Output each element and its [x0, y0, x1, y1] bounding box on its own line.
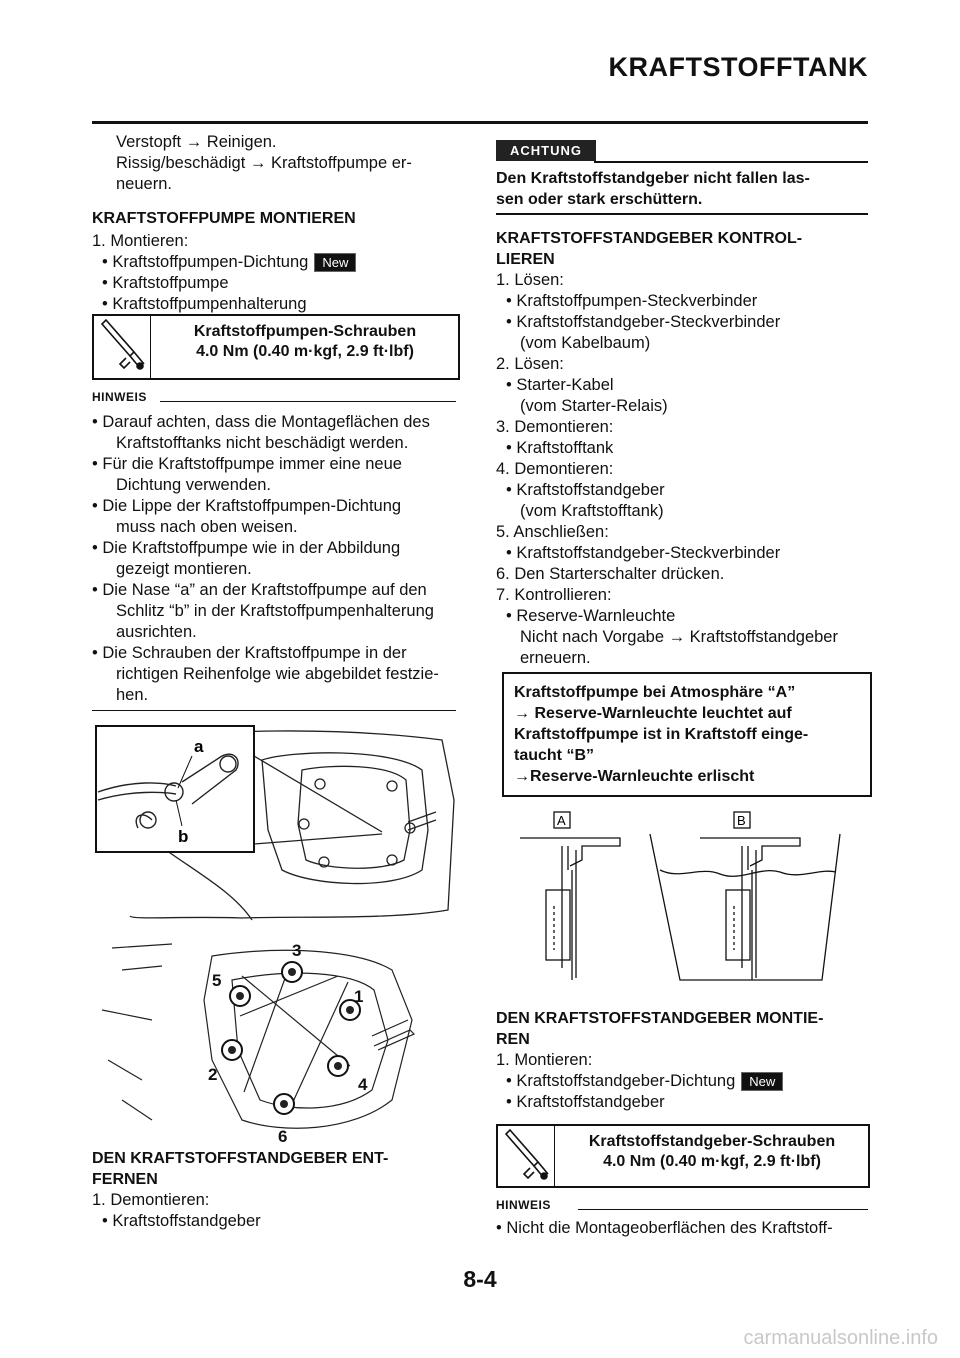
page-number: 8-4 — [463, 1266, 497, 1292]
last-note: • Nicht die Montageoberflächen des Kraftstoff- — [496, 1219, 833, 1237]
note-line: hen. — [116, 686, 149, 704]
list-item: • Kraftstoffpumpe — [102, 274, 229, 292]
step-label: 1. Demontieren: — [92, 1191, 210, 1209]
intro-line: Rissig/beschädigt → Kraftstoffpumpe er- — [116, 154, 412, 172]
list-item: (vom Kabelbaum) — [520, 334, 651, 352]
check-condition-box: Kraftstoffpumpe bei Atmosphäre “A” → Reserve-Warnleuchte leuchtet auf Kraftstoffpumpe ist in Kraftstoff einge- taucht “B” →Reserve-Warnleuchte erlischt — [502, 672, 872, 797]
note-line: richtigen Reihenfolge wie abgebildet festzie- — [116, 665, 439, 683]
note-line: Kraftstofftanks nicht beschädigt werden. — [116, 434, 409, 452]
note-line: Dichtung verwenden. — [116, 476, 272, 494]
left-notes — [92, 412, 462, 706]
note-line: Schlitz “b” in der Kraftstoffpumpenhalterung — [116, 602, 434, 620]
torque-wrench-icon — [498, 1126, 555, 1186]
section-heading: DEN KRAFTSTOFFSTANDGEBER MONTIE- — [496, 1010, 824, 1027]
torque-wrench-icon — [94, 316, 151, 378]
hinweis-label: HINWEIS — [496, 1198, 551, 1212]
warning-text: Den Kraftstoffstandgeber nicht fallen las- sen oder stark erschüttern. — [496, 170, 810, 208]
list-item: (vom Kraftstofftank) — [520, 502, 664, 520]
note-line: ausrichten. — [116, 623, 197, 641]
intro-line: neuern. — [116, 175, 172, 193]
section-heading: DEN KRAFTSTOFFSTANDGEBER ENT- — [92, 1150, 389, 1167]
fig-label-A: A — [557, 813, 566, 828]
fuel-pump-figure — [92, 720, 464, 1160]
bolt-label-5: 5 — [212, 971, 222, 990]
intro-line: Verstopft → Reinigen. — [116, 133, 277, 151]
bolt-label-2: 2 — [208, 1065, 218, 1084]
step-label: 7. Kontrollieren: — [496, 586, 612, 604]
bolt-label-6: 6 — [278, 1127, 288, 1146]
note-line: • Die Lippe der Kraftstoffpumpen-Dichtung — [92, 497, 402, 515]
left-column — [92, 132, 458, 315]
warning-rule — [496, 213, 868, 215]
section-heading: REN — [496, 1031, 530, 1048]
step-label: 3. Demontieren: — [496, 418, 614, 436]
list-item: • Kraftstoffpumpen-Steckverbinder — [506, 292, 758, 310]
section-heading: FERNEN — [92, 1171, 158, 1188]
list-item: • Kraftstoffstandgeber-Steckverbinder — [506, 544, 781, 562]
label-b: b — [178, 827, 189, 846]
torque-spec-box — [92, 314, 460, 380]
note-line: muss nach oben weisen. — [116, 518, 298, 536]
spec-title: Kraftstoffstandgeber-Schrauben — [588, 1133, 836, 1150]
achtung-badge: ACHTUNG — [496, 140, 596, 161]
bolt-label-1: 1 — [354, 987, 364, 1006]
step-label: 4. Demontieren: — [496, 460, 614, 478]
list-item: • Kraftstoffpumpen-Dichtung New — [92, 252, 458, 273]
new-badge: New — [741, 1072, 783, 1091]
section-heading: LIEREN — [496, 251, 555, 268]
list-item: • Reserve-Warnleuchte — [506, 607, 676, 625]
step-label: 1. Montieren: — [92, 232, 189, 250]
note-line: gezeigt montieren. — [116, 560, 252, 578]
fuel-sender-figure — [510, 810, 850, 990]
list-item: • Kraftstoffstandgeber — [506, 481, 665, 499]
header-rule — [92, 121, 868, 124]
watermark: carmanualsonline.info — [743, 1327, 938, 1349]
bolt-label-4: 4 — [358, 1075, 368, 1094]
list-item: • Kraftstoffstandgeber — [506, 1093, 665, 1111]
list-item: • Kraftstofftank — [506, 439, 614, 457]
section-heading: KRAFTSTOFFPUMPE MONTIEREN — [92, 210, 356, 227]
right-steps — [496, 228, 874, 669]
note-line: • Die Kraftstoffpumpe wie in der Abbildung — [92, 539, 401, 557]
fig-label-B: B — [737, 813, 746, 828]
label-a: a — [194, 737, 204, 756]
list-item: • Kraftstoffstandgeber-Steckverbinder — [506, 313, 781, 331]
note-line: • Für die Kraftstoffpumpe immer eine neue — [92, 455, 402, 473]
hinweis-rule — [160, 401, 456, 402]
spec-value: 4.0 Nm (0.40 m·kgf, 2.9 ft·lbf) — [196, 343, 414, 360]
step-label: 1. Lösen: — [496, 271, 564, 289]
list-item: Nicht nach Vorgabe → Kraftstoffstandgeber — [520, 628, 838, 646]
note-line: • Darauf achten, dass die Montageflächen des — [92, 413, 430, 431]
list-item: • Kraftstoffstandgeber — [102, 1212, 261, 1230]
list-item: • Kraftstoffstandgeber-Dichtung New — [496, 1071, 874, 1092]
list-item: • Starter-Kabel — [506, 376, 614, 394]
list-item: erneuern. — [520, 649, 591, 667]
step-label: 2. Lösen: — [496, 355, 564, 373]
step-label: 6. Den Starterschalter drücken. — [496, 565, 725, 583]
torque-spec-box — [496, 1124, 870, 1188]
step-label: 1. Montieren: — [496, 1051, 593, 1069]
bolt-label-3: 3 — [292, 941, 302, 960]
hinweis-rule — [578, 1209, 868, 1210]
section-heading: KRAFTSTOFFSTANDGEBER KONTROL- — [496, 230, 803, 247]
note-line: • Die Nase “a” an der Kraftstoffpumpe auf den — [92, 581, 427, 599]
spec-title: Kraftstoffpumpen-Schrauben — [193, 323, 417, 340]
new-badge: New — [314, 253, 356, 272]
left-bottom — [92, 1148, 462, 1232]
hinweis-label: HINWEIS — [92, 390, 147, 404]
step-label: 5. Anschließen: — [496, 523, 609, 541]
list-item: • Kraftstoffpumpenhalterung — [102, 295, 307, 313]
note-line: • Die Schrauben der Kraftstoffpumpe in der — [92, 644, 407, 662]
spec-value: 4.0 Nm (0.40 m·kgf, 2.9 ft·lbf) — [603, 1153, 821, 1170]
right-bottom — [496, 1008, 874, 1113]
list-item: (vom Starter-Relais) — [520, 397, 668, 415]
notes-end-rule — [92, 710, 456, 711]
page-title: KRAFTSTOFFTANK — [608, 52, 868, 82]
achtung-rule — [594, 161, 868, 163]
